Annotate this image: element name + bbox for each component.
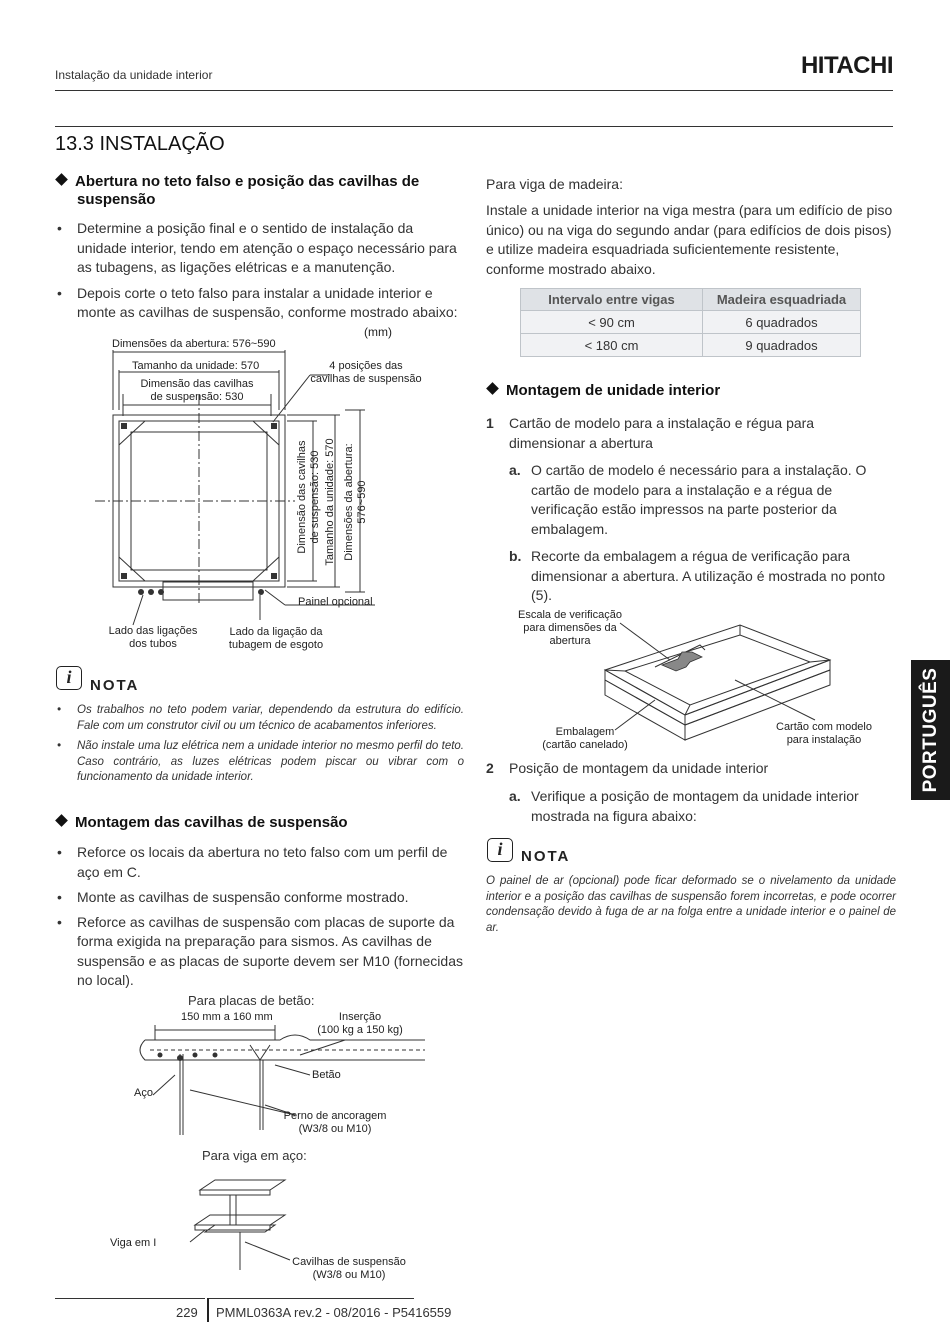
header-section-title: Instalação da unidade interior: [55, 68, 213, 82]
section-title: 13.3 INSTALAÇÃO: [55, 133, 225, 155]
step2a-text: Verifique a posição de montagem da unidade interior mostrada na figura abaixo:: [531, 788, 859, 824]
heading-abertura-text: Abertura no teto falso e posição das cavilhas de suspensão: [75, 173, 420, 208]
label-distancia: 150 mm a 160 mm: [181, 1011, 273, 1023]
label-cavilhas: Dimensão das cavilhas de suspensão: 530: [140, 378, 254, 403]
note-text-2: O painel de ar (opcional) pode ficar deformado se o nivelamento da unidade interior e a posição das cavilhas de suspensão forem incorretas, e pode ocorrer condensação devido à fuga de ar na folga entre a unidade interior e o painel de ar.: [486, 875, 896, 934]
step2-text: Posição de montagem da unidade interior: [509, 760, 769, 776]
table-cell: < 180 cm: [521, 334, 703, 357]
step1a-text: O cartão de modelo é necessário para a instalação. O cartão de modelo para a instalação e a régua de verificação estão impressos na parte posterior da embalagem.: [531, 462, 867, 537]
header-rule: [55, 90, 893, 91]
table-cell: < 90 cm: [521, 311, 703, 334]
heading-abertura: [55, 173, 465, 209]
heading-cavilhas: [55, 814, 465, 832]
madeira-text: Instale a unidade interior na viga mestra (para um edifício de piso único) ou na viga do segundo andar (para edifícios de dois pisos) e utilize madeira esquadriada suficientemente resistente, conforme mostrado abaixo.: [486, 202, 893, 277]
note-list-1: [55, 703, 464, 786]
madeira-table: [520, 288, 861, 357]
label-lig-tubos: Lado das ligações dos tubos: [108, 625, 198, 650]
list-item: • Reforce os locais da abertura no teto falso com um perfil de aço em C.: [55, 843, 465, 882]
table-cell: 9 quadrados: [703, 334, 861, 357]
table-header-row: [521, 289, 861, 311]
label-v-cavilhas: Dimensão das cavilhas de suspensão: 530: [296, 440, 321, 554]
bullet-list-2: [55, 843, 465, 991]
label-posicoes: 4 posições das cavilhas de suspensão: [310, 360, 422, 385]
note-title: NOTA: [90, 677, 140, 694]
heading-montagem: [486, 382, 896, 400]
diamond-bullet-icon: [486, 382, 499, 395]
unit-mm-label: (mm): [364, 325, 392, 339]
list-item: • Depois corte o teto falso para instalar a unidade interior e monte as cavilhas de suspensão, conforme mostrado abaixo:: [55, 284, 465, 323]
table-header: Madeira esquadriada: [703, 289, 861, 311]
footer-rule-right: [208, 1298, 414, 1299]
viga-aco-title: Para viga em aço:: [202, 1148, 307, 1163]
diamond-bullet-icon: [55, 173, 68, 186]
section-rule: [55, 126, 893, 127]
step1b-text: Recorte da embalagem a régua de verificação para dimensionar a abertura. A utilização é mostrada no ponto (5).: [531, 548, 886, 603]
list-item: • Reforce as cavilhas de suspensão com placas de suporte da forma exigida na preparação para sismos. As cavilhas de suspensão e as placas de suporte devem ser M10 (fornecidas no local).: [55, 913, 465, 991]
table-cell: 6 quadrados: [703, 311, 861, 334]
language-tab: [911, 660, 950, 800]
step2-number: 2: [486, 760, 494, 776]
list-item: • Monte as cavilhas de suspensão conforme mostrado.: [55, 888, 465, 908]
label-esgoto: Lado da ligação da tubagem de esgoto: [228, 626, 324, 651]
label-abertura: Dimensões da abertura: 576~590: [112, 338, 276, 350]
footer-divider: [207, 1298, 209, 1322]
label-embalagem: Embalagem (cartão canelado): [542, 726, 628, 751]
step1-number: 1: [486, 415, 494, 431]
bullet-list-1: [55, 219, 465, 323]
note-title: NOTA: [521, 848, 571, 865]
label-perno: Perno de ancoragem (W3/8 ou M10): [283, 1110, 387, 1135]
label-v-abertura: Dimensões da abertura: 576~590: [343, 443, 368, 561]
diamond-bullet-icon: [55, 814, 68, 827]
label-cartao: Cartão com modelo para instalação: [776, 721, 872, 746]
label-viga-i: Viga em I: [110, 1237, 157, 1249]
step2a-label: a.: [509, 788, 521, 804]
hitachi-logo: HITACHI: [800, 52, 893, 79]
doc-reference: PMML0363A rev.2 - 08/2016 - P5416559: [216, 1305, 452, 1320]
info-icon: i: [56, 666, 82, 690]
table-row: [521, 334, 861, 357]
label-escala: Escala de verificação para dimensões da abertura: [518, 609, 622, 647]
heading-montagem-text: Montagem de unidade interior: [506, 382, 721, 399]
list-item: • Não instale uma luz elétrica nem a unidade interior no mesmo perfil do teto. Caso contrário, as luzes elétricas podem piscar ou vibrar com o funcionamento da unidade interior.: [55, 739, 464, 786]
page-number: 229: [176, 1305, 198, 1320]
step1-text: Cartão de modelo para a instalação e régua para dimensionar a abertura: [509, 415, 815, 451]
list-item: • Determine a posição final e o sentido de instalação da unidade interior, tendo em atenção o espaço necessário para as tubagens, as ligações elétricas e a manutenção.: [55, 219, 465, 278]
table-header: Intervalo entre vigas: [521, 289, 703, 311]
betao-title: Para placas de betão:: [188, 993, 315, 1008]
madeira-title: Para viga de madeira:: [486, 176, 623, 192]
label-unidade: Tamanho da unidade: 570: [132, 360, 260, 372]
label-painel: Painel opcional: [298, 596, 373, 608]
step1b-label: b.: [509, 548, 522, 564]
table-row: [521, 311, 861, 334]
label-insercao: Inserção (100 kg a 150 kg): [317, 1011, 403, 1036]
label-betao: Betão: [312, 1069, 341, 1081]
label-aco: Aço: [134, 1087, 153, 1099]
label-v-unidade: Tamanho da unidade: 570: [324, 438, 336, 566]
step1a-label: a.: [509, 462, 521, 478]
language-tab-label: PORTUGUÊS: [919, 667, 941, 793]
footer-rule-left: [55, 1298, 205, 1299]
list-item: • Os trabalhos no teto podem variar, dependendo da estrutura do edifício. Fale com um construtor civil ou um técnico de acabamentos inferiores.: [55, 703, 464, 734]
label-cavilhas-suspensao: Cavilhas de suspensão (W3/8 ou M10): [292, 1256, 406, 1281]
info-icon: i: [487, 838, 513, 862]
heading-cavilhas-text: Montagem das cavilhas de suspensão: [75, 814, 348, 831]
